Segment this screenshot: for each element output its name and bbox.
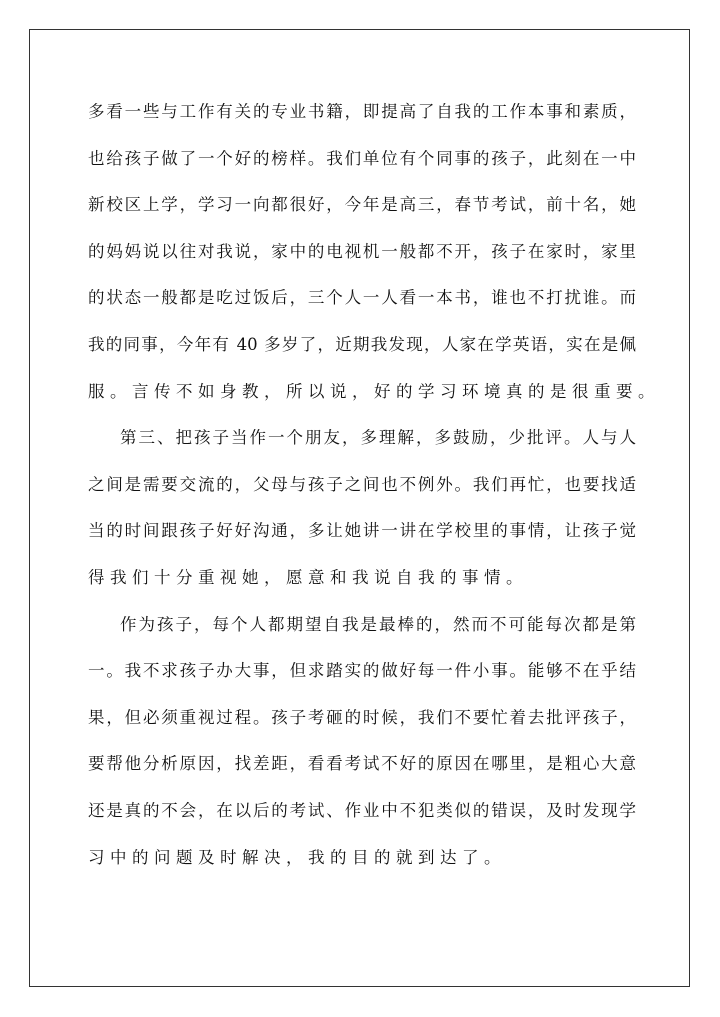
text-line: 一。我不求孩子办大事，但求踏实的做好每一件小事。能够不在乎结 [88, 661, 636, 681]
text-line: 多看一些与工作有关的专业书籍，即提高了自我的工作本事和素质， [88, 102, 636, 121]
text-line: 作为孩子，每个人都期望自我是最棒的，然而不可能每次都是第 [120, 614, 636, 634]
paragraph [88, 602, 636, 882]
text-line: 也给孩子做了一个好的榜样。我们单位有个同事的孩子，此刻在一中 [88, 148, 636, 168]
text-line: 要帮他分析原因，找差距，看看考试不好的原因在哪里，是粗心大意 [88, 754, 636, 774]
text-line: 第三、把孩子当作一个朋友，多理解，多鼓励，少批评。人与人 [120, 428, 636, 448]
text-line: 之间是需要交流的，父母与孩子之间也不例外。我们再忙，也要找适 [88, 474, 636, 494]
text-line: 果，但必须重视过程。孩子考砸的时候，我们不要忙着去批评孩子， [88, 707, 636, 727]
text-line: 服。言传不如身教，所以说，好的学习环境真的是很重要。 [88, 381, 660, 401]
text-line: 得我们十分重视她，愿意和我说自我的事情。 [88, 567, 528, 587]
text-line: 习中的问题及时解决，我的目的就到达了。 [88, 847, 506, 867]
text-line: 我的同事，今年有 40 多岁了，近期我发现，人家在学英语，实在是佩 [88, 334, 636, 354]
text-line: 当的时间跟孩子好好沟通，多让她讲一讲在学校里的事情，让孩子觉 [88, 521, 636, 541]
text-line: 新校区上学，学习一向都很好，今年是高三，春节考试，前十名，她 [88, 195, 636, 215]
text-line: 的状态一般都是吃过饭后，三个人一人看一本书，谁也不打扰谁。而 [88, 288, 636, 308]
paragraph [88, 415, 636, 601]
paragraph [88, 89, 660, 415]
document-body [88, 89, 660, 881]
text-line: 还是真的不会，在以后的考试、作业中不犯类似的错误，及时发现学 [88, 800, 636, 820]
text-line: 的妈妈说以往对我说，家中的电视机一般都不开，孩子在家时，家里 [88, 241, 636, 261]
